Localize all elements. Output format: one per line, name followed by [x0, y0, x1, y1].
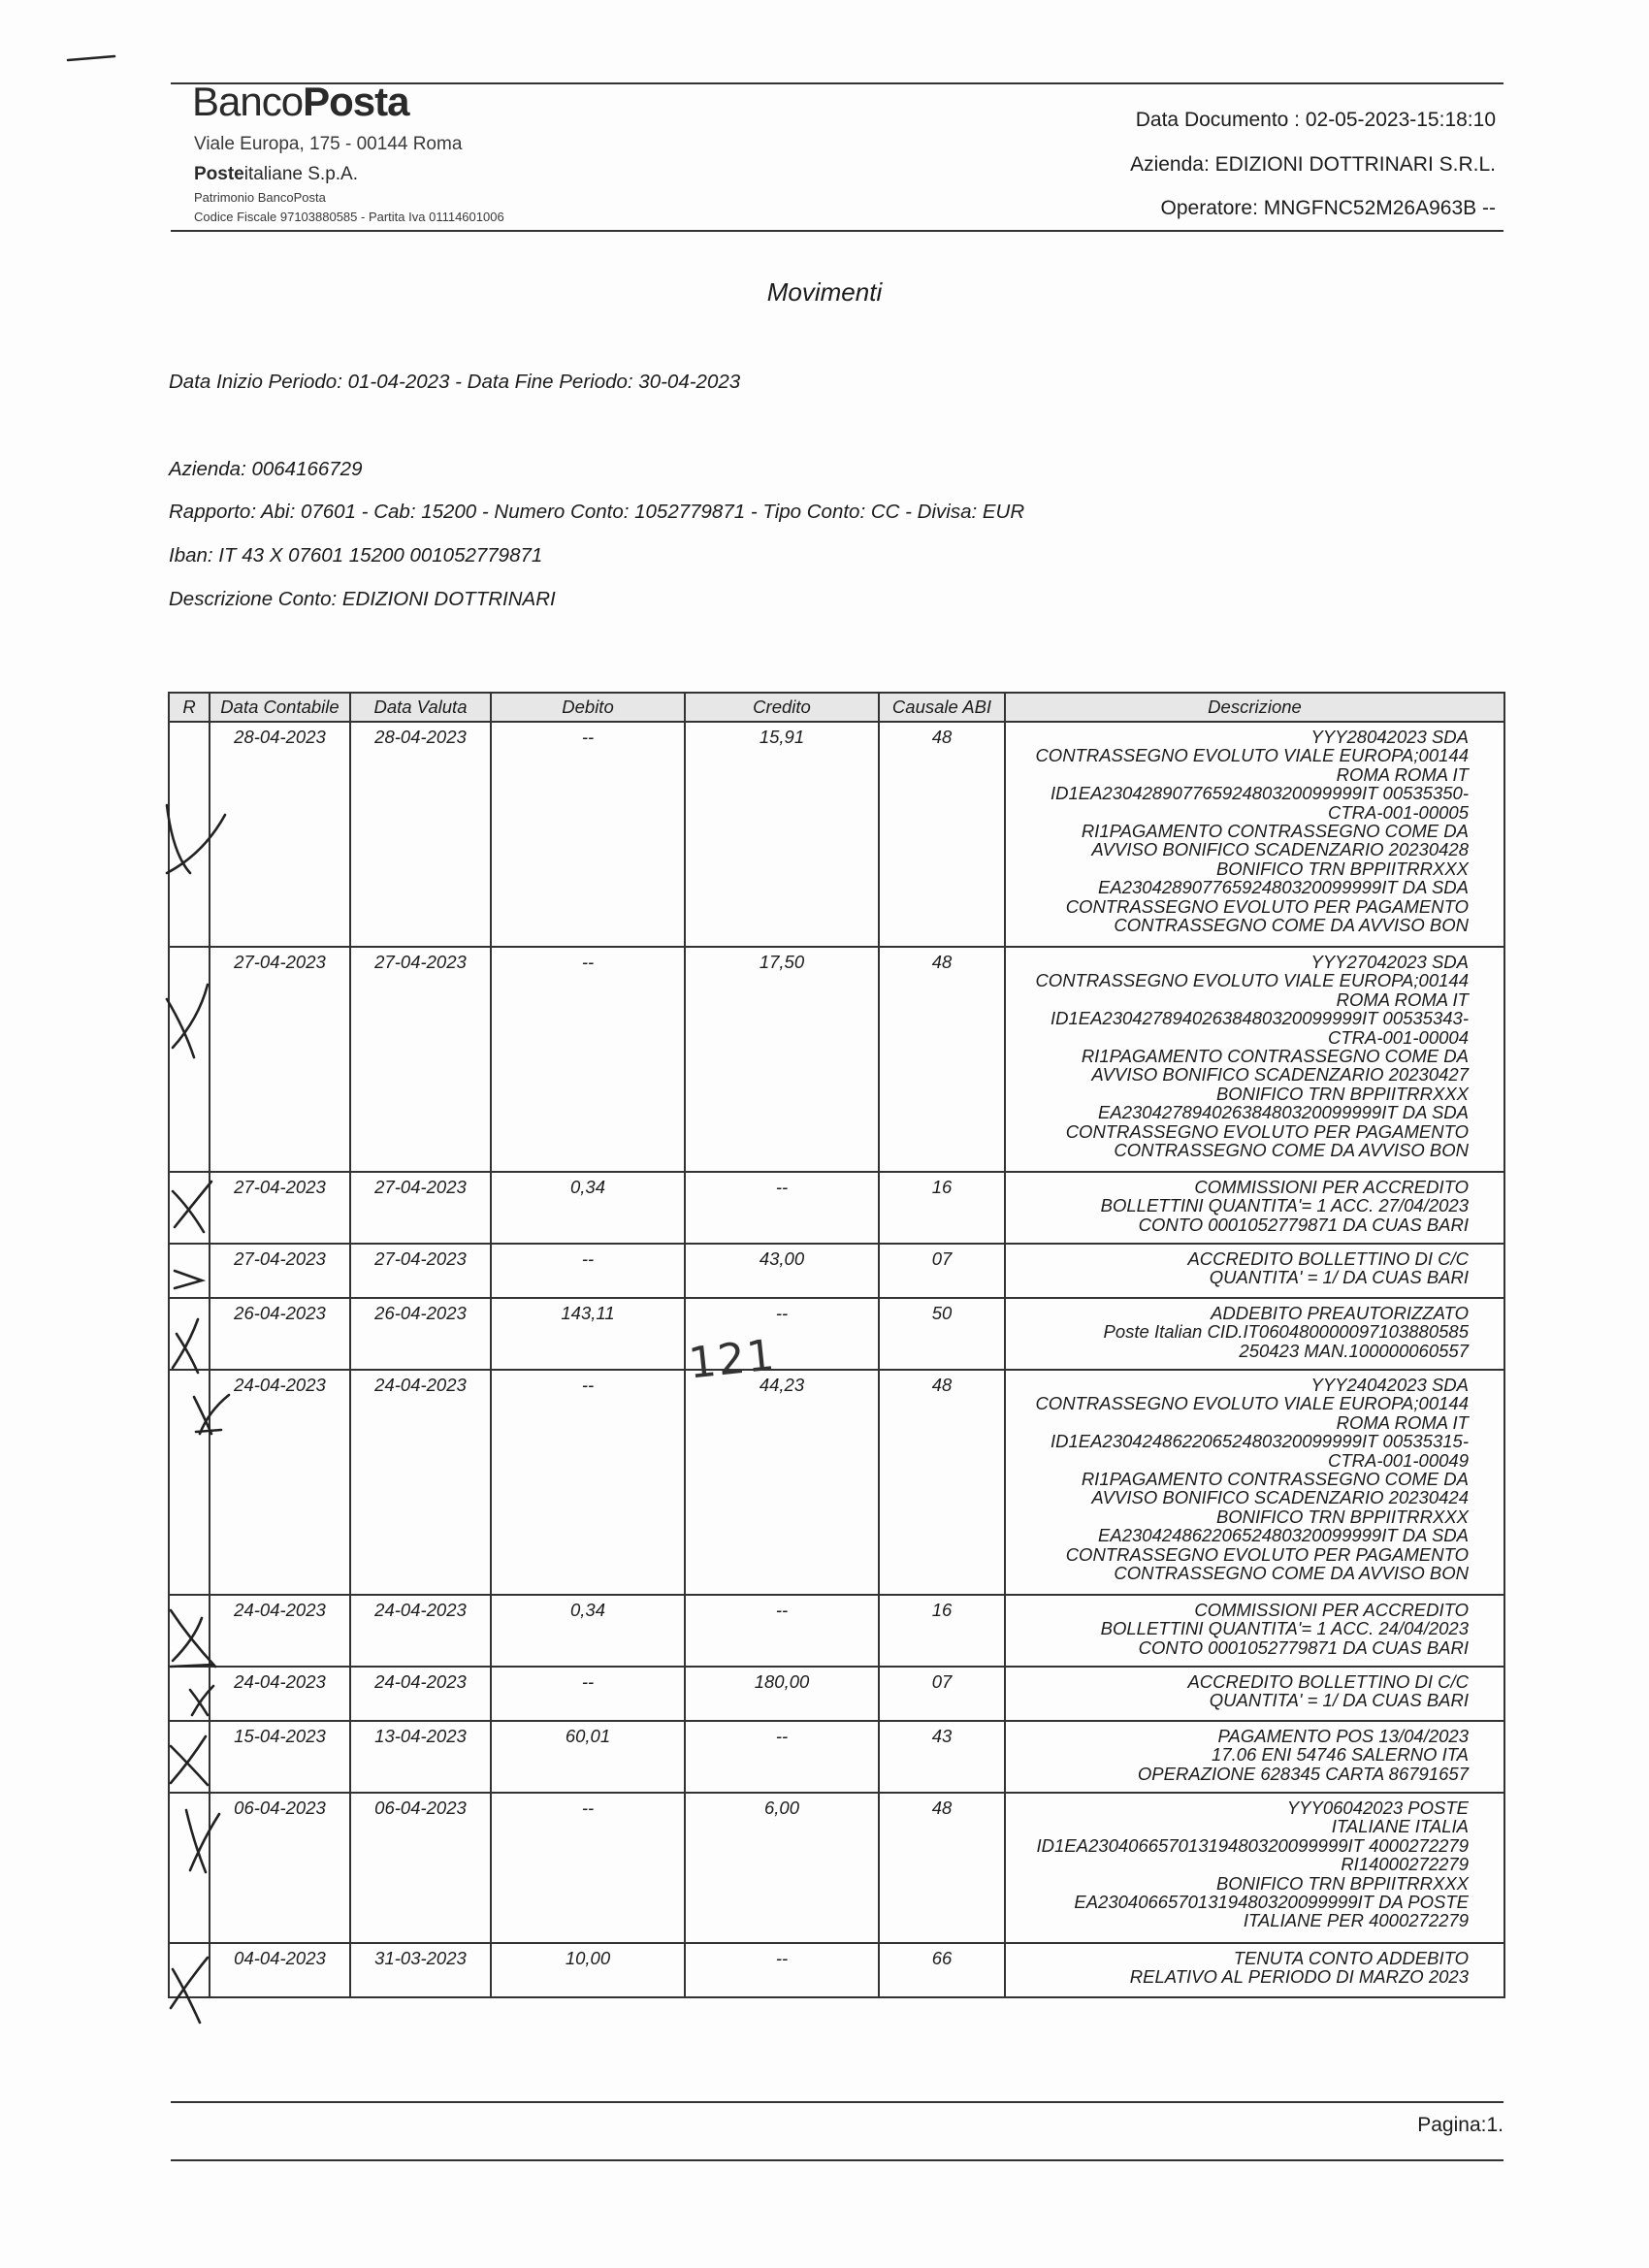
cell-data-contabile: 04-04-2023	[210, 1943, 350, 1997]
cell-descrizione: COMMISSIONI PER ACCREDITO BOLLETTINI QUANTITA'= 1 ACC. 24/04/2023 CONTO 0001052779871 DA CUAS BARI	[1005, 1595, 1504, 1667]
cell-causale: 07	[879, 1244, 1005, 1298]
col-header-data-contabile: Data Contabile	[210, 693, 350, 722]
tick-mark-icon	[68, 56, 114, 60]
cell-data-contabile: 27-04-2023	[210, 1172, 350, 1244]
cell-debito: 143,11	[491, 1298, 685, 1370]
cell-causale: 66	[879, 1943, 1005, 1997]
cell-causale: 48	[879, 1370, 1005, 1595]
cell-descrizione: YYY28042023 SDA CONTRASSEGNO EVOLUTO VIALE EUROPA;00144 ROMA ROMA IT ID1EA23042890776592480320099999IT 00535350- CTRA-001-00005 RI1PAGAMENTO CONTRASSEGNO COME DA AVVISO BONIFICO SCADENZARIO 20230428 BONIFICO TRN BPPIITRRXXX EA23042890776592480320099999IT DA SDA CONTRASSEGNO EVOLUTO PER PAGAMENTO CONTRASSEGNO COME DA AVVISO BON	[1005, 722, 1504, 947]
cell-debito: 0,34	[491, 1172, 685, 1244]
tick-mark-icon	[173, 1182, 211, 1232]
col-header-debito: Debito	[491, 693, 685, 722]
cell-causale: 07	[879, 1667, 1005, 1721]
cell-data-valuta: 28-04-2023	[350, 722, 491, 947]
patrimonio-label: Patrimonio BancoPosta	[194, 190, 326, 205]
col-header-data-valuta: Data Valuta	[350, 693, 491, 722]
cell-debito: 10,00	[491, 1943, 685, 1997]
page-number: Pagina:1.	[1417, 2114, 1504, 2136]
bancoposta-logo: BancoPosta	[192, 79, 409, 124]
cell-credito: --	[685, 1943, 879, 1997]
cell-causale: 16	[879, 1595, 1005, 1667]
col-header-r: R	[169, 693, 210, 722]
page-title: Movimenti	[766, 277, 883, 307]
tick-mark-icon	[167, 805, 225, 873]
cell-data-valuta: 13-04-2023	[350, 1721, 491, 1793]
cell-data-valuta: 31-03-2023	[350, 1943, 491, 1997]
cell-causale: 48	[879, 947, 1005, 1172]
rapporto-line: Rapporto: Abi: 07601 - Cab: 15200 - Numero Conto: 1052779871 - Tipo Conto: CC - Divisa: EUR	[169, 501, 1025, 523]
cell-causale: 48	[879, 722, 1005, 947]
col-header-descrizione: Descrizione	[1005, 693, 1504, 722]
cell-causale: 50	[879, 1298, 1005, 1370]
tick-mark-icon	[171, 1958, 208, 2023]
periodo-line: Data Inizio Periodo: 01-04-2023 - Data Fine Periodo: 30-04-2023	[169, 371, 741, 393]
cell-descrizione: COMMISSIONI PER ACCREDITO BOLLETTINI QUANTITA'= 1 ACC. 27/04/2023 CONTO 0001052779871 DA CUAS BARI	[1005, 1172, 1504, 1244]
cell-debito: --	[491, 1244, 685, 1298]
cell-data-contabile: 15-04-2023	[210, 1721, 350, 1793]
iban-line: Iban: IT 43 X 07601 15200 001052779871	[169, 544, 543, 567]
codice-fiscale: Codice Fiscale 97103880585 - Partita Iva 01114601006	[194, 210, 504, 224]
cell-debito: --	[491, 1793, 685, 1943]
col-header-causale-abi: Causale ABI	[879, 693, 1005, 722]
cell-data-contabile: 24-04-2023	[210, 1667, 350, 1721]
cell-data-valuta: 27-04-2023	[350, 947, 491, 1172]
cell-credito: 15,91	[685, 722, 879, 947]
cell-credito: 17,50	[685, 947, 879, 1172]
cell-data-contabile: 27-04-2023	[210, 1244, 350, 1298]
cell-data-contabile: 27-04-2023	[210, 947, 350, 1172]
cell-data-valuta: 06-04-2023	[350, 1793, 491, 1943]
cell-descrizione: ACCREDITO BOLLETTINO DI C/C QUANTITA' = 1/ DA CUAS BARI	[1005, 1667, 1504, 1721]
cell-debito: --	[491, 1667, 685, 1721]
cell-causale: 16	[879, 1172, 1005, 1244]
cell-data-valuta: 27-04-2023	[350, 1172, 491, 1244]
tick-mark-icon	[173, 1319, 198, 1373]
footer-bottom-rule	[171, 2159, 1504, 2161]
azienda-line: Azienda: 0064166729	[169, 458, 363, 480]
cell-credito: --	[685, 1298, 879, 1370]
cell-credito: 43,00	[685, 1244, 879, 1298]
footer-top-rule	[171, 2101, 1504, 2103]
cell-data-valuta: 24-04-2023	[350, 1370, 491, 1595]
tick-mark-icon	[175, 1271, 202, 1288]
col-header-credito: Credito	[685, 693, 879, 722]
cell-descrizione: YYY27042023 SDA CONTRASSEGNO EVOLUTO VIALE EUROPA;00144 ROMA ROMA IT ID1EA23042789402638480320099999IT 00535343- CTRA-001-00004 RI1PAGAMENTO CONTRASSEGNO COME DA AVVISO BONIFICO SCADENZARIO 20230427 BONIFICO TRN BPPIITRRXXX EA23042789402638480320099999IT DA SDA CONTRASSEGNO EVOLUTO PER PAGAMENTO CONTRASSEGNO COME DA AVVISO BON	[1005, 947, 1504, 1172]
posteitaliane-name: Posteitaliane S.p.A.	[194, 164, 358, 184]
cell-data-valuta: 26-04-2023	[350, 1298, 491, 1370]
operatore: Operatore: MNGFNC52M26A963B --	[1160, 197, 1496, 219]
cell-descrizione: YYY24042023 SDA CONTRASSEGNO EVOLUTO VIALE EUROPA;00144 ROMA ROMA IT ID1EA23042486220652480320099999IT 00535315- CTRA-001-00049 RI1PAGAMENTO CONTRASSEGNO COME DA AVVISO BONIFICO SCADENZARIO 20230424 BONIFICO TRN BPPIITRRXXX EA23042486220652480320099999IT DA SDA CONTRASSEGNO EVOLUTO PER PAGAMENTO CONTRASSEGNO COME DA AVVISO BON	[1005, 1370, 1504, 1595]
tick-mark-icon	[171, 1736, 208, 1785]
cell-data-valuta: 24-04-2023	[350, 1595, 491, 1667]
cell-credito: --	[685, 1721, 879, 1793]
cell-data-contabile: 26-04-2023	[210, 1298, 350, 1370]
cell-descrizione: PAGAMENTO POS 13/04/2023 17.06 ENI 54746 SALERNO ITA OPERAZIONE 628345 CARTA 86791657	[1005, 1721, 1504, 1793]
cell-debito: 60,01	[491, 1721, 685, 1793]
header-azienda: Azienda: EDIZIONI DOTTRINARI S.R.L.	[1130, 153, 1496, 176]
tick-mark-icon	[190, 1686, 213, 1715]
cell-debito: --	[491, 1370, 685, 1595]
cell-debito: --	[491, 722, 685, 947]
cell-data-contabile: 24-04-2023	[210, 1370, 350, 1595]
bank-address: Viale Europa, 175 - 00144 Roma	[194, 134, 463, 154]
cell-data-contabile: 24-04-2023	[210, 1595, 350, 1667]
cell-descrizione: ACCREDITO BOLLETTINO DI C/C QUANTITA' = 1/ DA CUAS BARI	[1005, 1244, 1504, 1298]
cell-credito: 44,23	[685, 1370, 879, 1595]
cell-descrizione: ADDEBITO PREAUTORIZZATO Poste Italian CID.IT060480000097103880585 250423 MAN.100000060557	[1005, 1298, 1504, 1370]
tick-mark-icon	[194, 1395, 229, 1434]
data-documento: Data Documento : 02-05-2023-15:18:10	[1135, 109, 1496, 131]
cell-debito: --	[491, 947, 685, 1172]
tick-mark-icon	[167, 985, 208, 1057]
cell-descrizione: YYY06042023 POSTE ITALIANE ITALIA ID1EA23040665701319480320099999IT 4000272279 RI14000272279 BONIFICO TRN BPPIITRRXXX EA23040665701319480320099999IT DA POSTE ITALIANE PER 4000272279	[1005, 1793, 1504, 1943]
cell-causale: 43	[879, 1721, 1005, 1793]
tick-mark-icon	[171, 1610, 215, 1667]
cell-data-contabile: 28-04-2023	[210, 722, 350, 947]
cell-data-contabile: 06-04-2023	[210, 1793, 350, 1943]
cell-causale: 48	[879, 1793, 1005, 1943]
cell-credito: 180,00	[685, 1667, 879, 1721]
cell-descrizione: TENUTA CONTO ADDEBITO RELATIVO AL PERIODO DI MARZO 2023	[1005, 1943, 1504, 1997]
cell-credito: --	[685, 1172, 879, 1244]
descrizione-conto-line: Descrizione Conto: EDIZIONI DOTTRINARI	[169, 588, 556, 610]
handwritten-note: 121	[686, 1330, 779, 1389]
cell-data-valuta: 27-04-2023	[350, 1244, 491, 1298]
cell-credito: 6,00	[685, 1793, 879, 1943]
cell-credito: --	[685, 1595, 879, 1667]
cell-debito: 0,34	[491, 1595, 685, 1667]
cell-data-valuta: 24-04-2023	[350, 1667, 491, 1721]
tick-mark-icon	[186, 1810, 219, 1872]
